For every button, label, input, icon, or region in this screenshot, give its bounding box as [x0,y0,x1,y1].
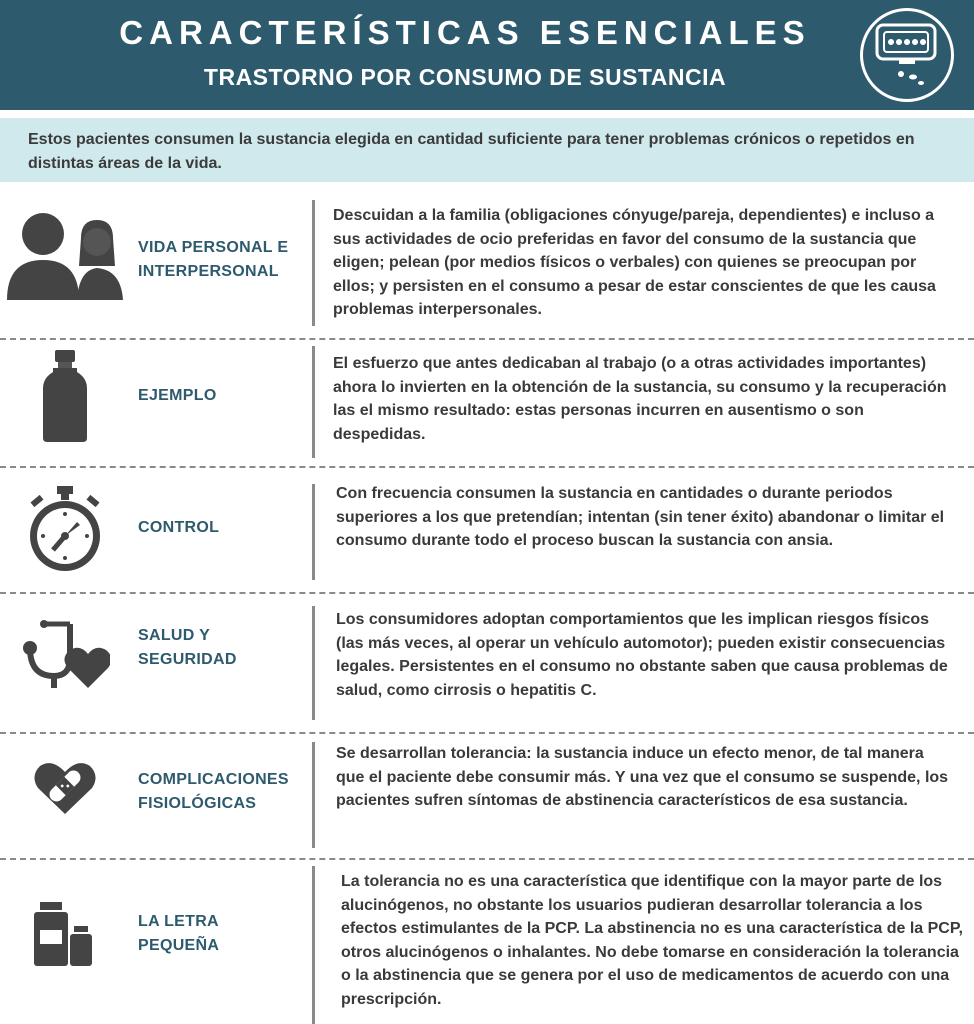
row-complicaciones [0,736,974,854]
row-label: COMPLICACIONES FISIOLÓGICAS [138,771,289,812]
row-text: Con frecuencia consumen la sustancia en cantidades o durante periodos superiores a los que pretendían; intentan (sin tener éxito) abandonar o limitar el consumo durante todo el proceso buscan la sustancia con ansia. [336,485,945,549]
row-text: El esfuerzo que antes dedicaban al trabajo (o a otras actividades importantes) ahora lo invierten en la obtención de la sustancia, su consumo y la recuperación las el mismo resultado: estas personas incurren en ausentismo o son despedidas. [333,355,947,443]
medicine-bottles-icon [0,900,130,973]
row-separator [312,606,315,720]
page-subtitle: TRASTORNO POR CONSUMO DE SUSTANCIA [203,64,727,90]
row-letra-pequena [0,862,974,1024]
row-text: Descuidan a la familia (obligaciones cónyuge/pareja, dependientes) e incluso a sus actividades de ocio preferidas en favor del consumo de la sustancia que eligen; pelean (por medios físicos o verbales) con quienes se preocupan por ellos; y persisten en el consumo a pesar de estar conscientes de que les causa problemas interpersonales. [333,207,936,318]
row-separator [312,742,315,848]
row-text: Se desarrollan tolerancia: la sustancia induce un efecto menor, de tal manera que el paciente debe consumir más. Y una vez que el consumo se suspende, los pacientes sufren síntomas de abstinencia característicos de esa sustancia. [336,745,949,809]
row-label: EJEMPLO [138,387,217,404]
row-separator [312,866,315,1024]
dashed-divider [0,338,974,340]
stopwatch-icon [0,484,130,579]
dashed-divider [0,466,974,468]
row-separator [312,484,315,580]
dashed-divider [0,592,974,594]
people-icon [0,210,130,305]
row-vida-personal [0,196,974,336]
row-separator [312,200,315,326]
row-separator [312,346,315,458]
stethoscope-heart-icon [0,618,130,703]
row-label: SALUD Y SEGURIDAD [138,627,237,668]
row-text: Los consumidores adoptan comportamientos que les implican riesgos físicos (las más veces, al operar un vehículo automotor); pueden existir consecuencias legales. Persistentes en el consumo no obstante saben que causa problemas de salud, como cirrosis o hepatitis C. [336,611,948,699]
row-label: VIDA PERSONAL E INTERPERSONAL [138,239,289,280]
row-control [0,470,974,588]
dashed-divider [0,732,974,734]
header-banner [0,0,974,110]
intro-banner: Estos pacientes consumen la sustancia elegida en cantidad suficiente para tener problemas crónicos o repetidos en distintas áreas de la vida. [0,118,974,182]
row-ejemplo [0,342,974,464]
row-label: CONTROL [138,519,220,536]
row-text: La tolerancia no es una característica que identifique con la mayor parte de los alucinógenos, no obstante los usuarios pudieran desarrollar tolerancia a los efectos estimulantes de la PCP. La abstinencia no es una característica de la PCP, otros alucinógenos o inhalantes. No debe tomarse en consideración la tolerancia o la abstinencia que se genera por el uso de medicamentos de acuerdo con una prescripción. [341,873,963,1008]
page-title: CARACTERÍSTICAS ESENCIALES [119,14,811,51]
dashed-divider [0,858,974,860]
heart-bandage-icon [0,760,130,821]
row-salud-seguridad [0,596,974,730]
pill-box-icon [860,8,954,102]
row-label: LA LETRA PEQUEÑA [138,913,220,954]
bottle-icon [0,348,130,449]
